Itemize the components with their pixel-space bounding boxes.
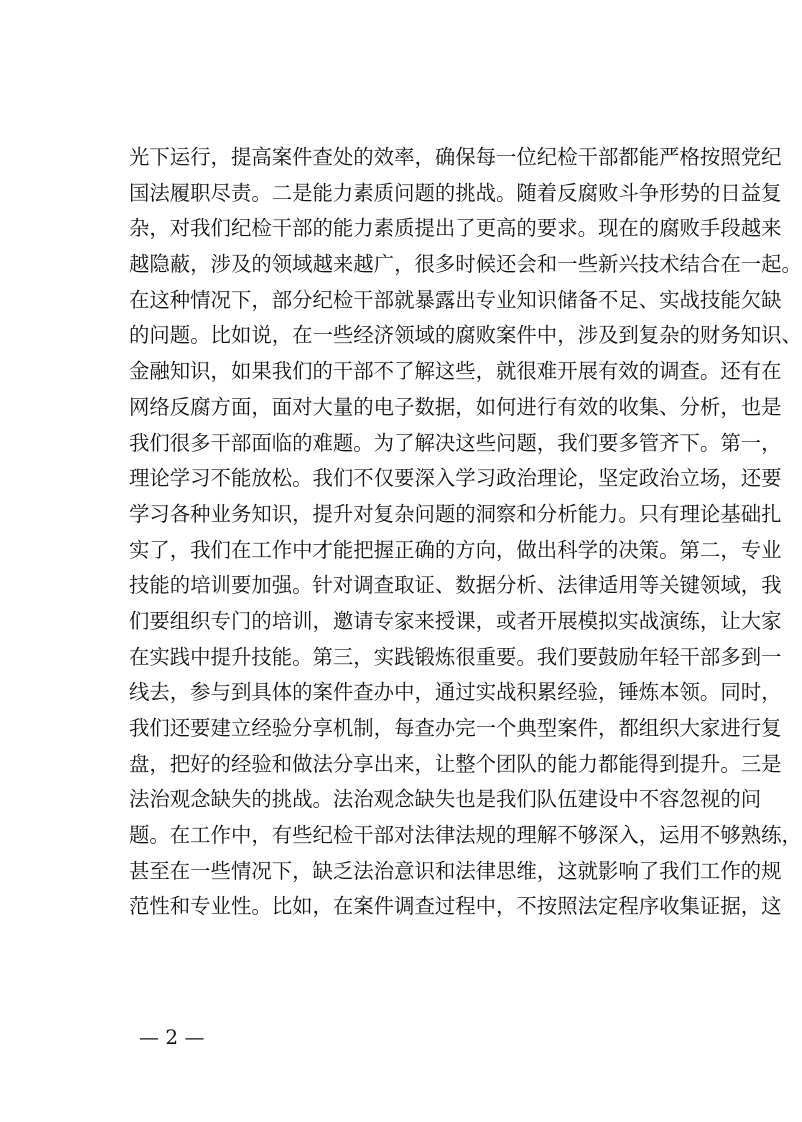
text-line: 越隐蔽，涉及的领域越来越广，很多时候还会和一些新兴技术结合在一起。 [129,252,802,277]
text-line: 法治观念缺失的挑战。法治观念缺失也是我们队伍建设中不容忽视的问 [129,787,762,812]
text-line: 理论学习不能放松。我们不仅要深入学习政治理论，坚定政治立场，还要 [129,466,782,491]
text-line: 杂，对我们纪检干部的能力素质提出了更高的要求。现在的腐败手段越来 [129,216,782,241]
text-line: 在实践中提升技能。第三，实践锻炼很重要。我们要鼓励年轻干部多到一 [129,644,782,669]
text-line: 盘，把好的经验和做法分享出来，让整个团队的能力都能得到提升。三是 [129,751,782,776]
text-line: 范性和专业性。比如，在案件调查过程中，不按照法定程序收集证据，这 [129,894,782,919]
body-text [129,140,802,925]
text-line: 网络反腐方面，面对大量的电子数据，如何进行有效的收集、分析，也是 [129,394,782,419]
text-line: 技能的培训要加强。针对调查取证、数据分析、法律适用等关键领域，我 [129,573,782,598]
text-line: 线去，参与到具体的案件查办中，通过实战积累经验，锤炼本领。同时， [129,680,782,705]
text-line: 光下运行，提高案件查处的效率，确保每一位纪检干部都能严格按照党纪 [129,145,782,169]
text-line: 我们很多干部面临的难题。为了解决这些问题，我们要多管齐下。第一， [129,430,782,455]
text-line: 的问题。比如说，在一些经济领域的腐败案件中，涉及到复杂的财务知识、 [129,323,802,348]
text-line: 学习各种业务知识，提升对复杂问题的洞察和分析能力。只有理论基础扎 [129,501,782,526]
text-line: 我们还要建立经验分享机制，每查办完一个典型案件，都组织大家进行复 [129,716,782,740]
text-line: 实了，我们在工作中才能把握正确的方向，做出科学的决策。第二，专业 [129,537,782,562]
text-line: 金融知识，如果我们的干部不了解这些，就很难开展有效的调查。还有在 [129,359,782,384]
text-line: 题。在工作中，有些纪检干部对法律法规的理解不够深入，运用不够熟练， [129,823,802,848]
text-line: 国法履职尽责。二是能力素质问题的挑战。随着反腐败斗争形势的日益复 [129,180,782,205]
page-number: — 2 — [139,1025,205,1049]
text-line: 甚至在一些情况下，缺乏法治意识和法律思维，这就影响了我们工作的规 [129,858,782,883]
text-line: 在这种情况下，部分纪检干部就暴露出专业知识储备不足、实战技能欠缺 [129,287,782,312]
text-line: 们要组织专门的培训，邀请专家来授课，或者开展模拟实战演练，让大家 [129,608,782,633]
